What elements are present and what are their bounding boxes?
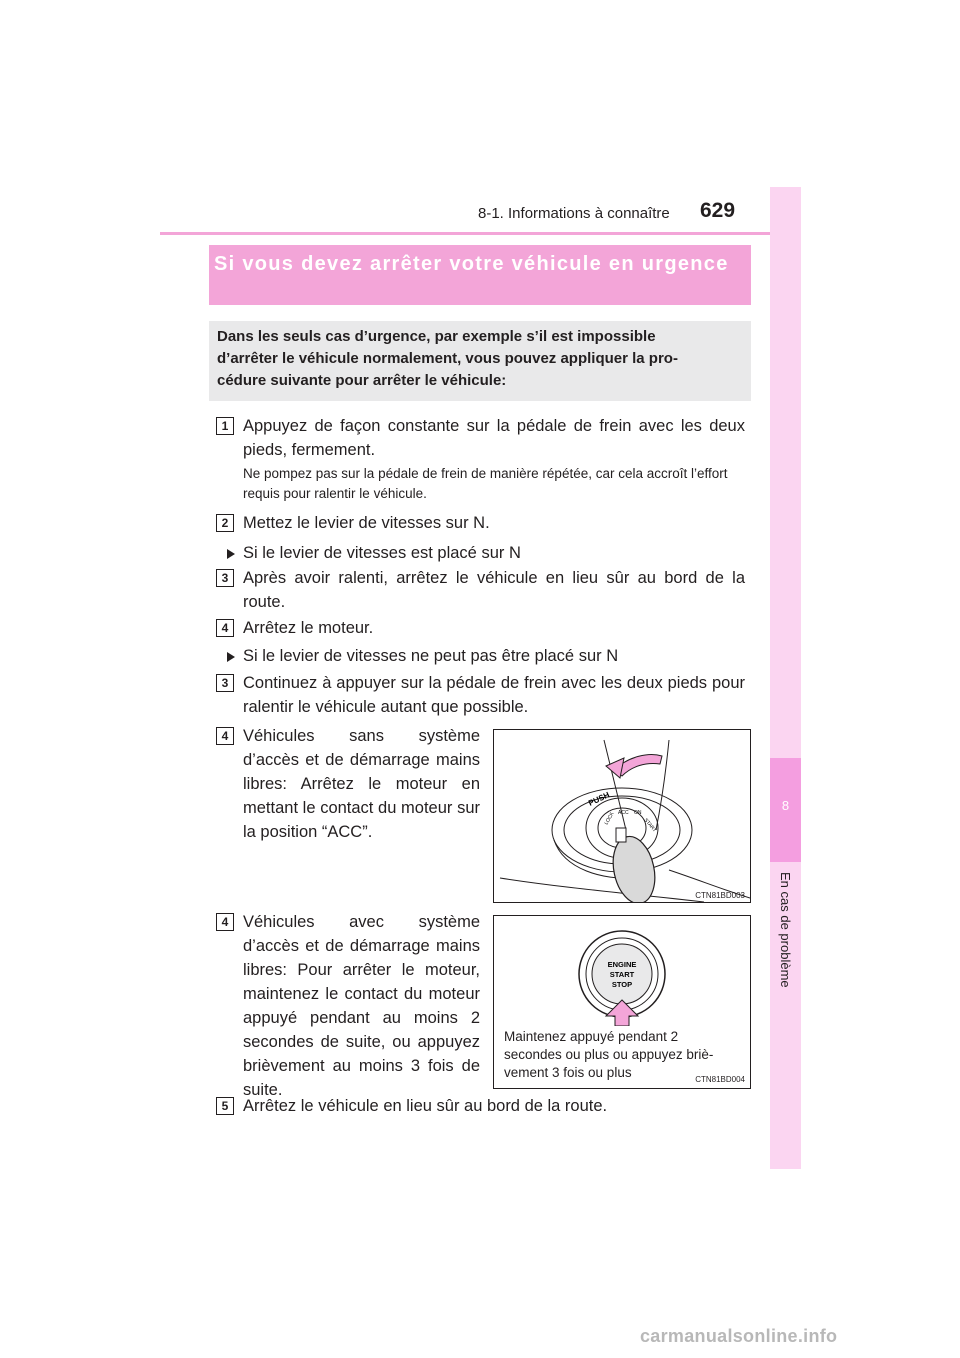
figure-code: CTN81BD004 bbox=[695, 1075, 745, 1084]
step-badge: 3 bbox=[216, 674, 234, 692]
intro-line: Dans les seuls cas d’urgence, par exemple s’il est impossible bbox=[217, 328, 656, 345]
step-text: Véhicules sans système d’accès et de démarrage mains libres: Arrêtez le moteur en mettant le contact du moteur sur la position “ACC”. bbox=[243, 727, 480, 841]
lock-label: LOCK bbox=[603, 811, 616, 826]
step-badge: 2 bbox=[216, 514, 234, 532]
figure-caption bbox=[504, 1028, 713, 1082]
condition-bullet bbox=[227, 644, 618, 668]
chapter-number: 8 bbox=[781, 798, 790, 813]
caption-line: secondes ou plus ou appuyez briè- bbox=[504, 1047, 714, 1062]
acc-label: ACC bbox=[618, 810, 629, 816]
key-ignition-illustration bbox=[494, 730, 750, 902]
engine-button-figure bbox=[493, 915, 751, 1089]
step-text: Arrêtez le moteur. bbox=[243, 619, 374, 637]
step-text: Arrêtez le véhicule en lieu sûr au bord de la route. bbox=[243, 1097, 608, 1115]
step-badge: 3 bbox=[216, 569, 234, 587]
figure-code: CTN81BD003 bbox=[695, 891, 745, 900]
header-rule bbox=[160, 232, 801, 235]
key-ignition-figure bbox=[493, 729, 751, 903]
intro-line: d’arrêter le véhicule normalement, vous pouvez appliquer la pro- bbox=[217, 350, 678, 367]
step-badge: 4 bbox=[216, 913, 234, 931]
on-label: ON bbox=[634, 810, 642, 816]
engine-button-illustration bbox=[494, 916, 750, 1026]
push-label: PUSH bbox=[587, 790, 611, 808]
section-title: 8-1. Informations à connaître bbox=[478, 205, 670, 222]
step-text: Après avoir ralenti, arrêtez le véhicule en lieu sûr au bord de la route. bbox=[243, 569, 745, 611]
chapter-side-tab bbox=[770, 187, 801, 1169]
footer-watermark: carmanualsonline.info bbox=[640, 1326, 838, 1346]
caption-line: Maintenez appuyé pendant 2 bbox=[504, 1029, 679, 1044]
step-note: Ne pompez pas sur la pédale de frein de manière répétée, car cela accroît l’effort requis pour ralentir le véhicule. bbox=[243, 466, 728, 501]
chapter-label: En cas de problème bbox=[778, 872, 793, 988]
key-icon bbox=[607, 833, 660, 902]
step-text: Mettez le levier de vitesses sur N. bbox=[243, 514, 490, 532]
button-engine-label: ENGINE bbox=[607, 960, 637, 969]
intro-text bbox=[217, 326, 743, 392]
triangle-bullet-icon bbox=[227, 549, 235, 559]
condition-text: Si le levier de vitesses ne peut pas être placé sur N bbox=[243, 647, 619, 665]
page-number: 629 bbox=[700, 199, 736, 222]
step-badge: 1 bbox=[216, 417, 234, 435]
triangle-bullet-icon bbox=[227, 652, 235, 662]
button-start-label: START bbox=[609, 970, 635, 979]
step-badge: 5 bbox=[216, 1097, 234, 1115]
button-stop-label: STOP bbox=[611, 980, 633, 989]
page-title: Si vous devez arrêter votre véhicule en urgence bbox=[214, 253, 729, 275]
start-label: START bbox=[642, 817, 658, 834]
step-badge: 4 bbox=[216, 619, 234, 637]
condition-bullet bbox=[227, 541, 521, 565]
step-text: Continuez à appuyer sur la pédale de frein avec les deux pieds pour ralentir le véhicule autant que possible. bbox=[243, 674, 745, 716]
step-badge: 4 bbox=[216, 727, 234, 745]
caption-line: vement 3 fois ou plus bbox=[504, 1065, 632, 1080]
intro-line: cédure suivante pour arrêter le véhicule: bbox=[217, 372, 507, 389]
step-text: Appuyez de façon constante sur la pédale de frein avec les deux pieds, fermement. bbox=[243, 417, 745, 459]
condition-text: Si le levier de vitesses est placé sur N bbox=[243, 544, 521, 562]
step-text: Véhicules avec système d’accès et de démarrage mains libres: Pour arrêter le moteur, maintenez le contact du moteur appuyé pendant au moins 2 secondes de suite, ou appuyez brièvement au moins 3 fois de suite. bbox=[243, 913, 480, 1099]
